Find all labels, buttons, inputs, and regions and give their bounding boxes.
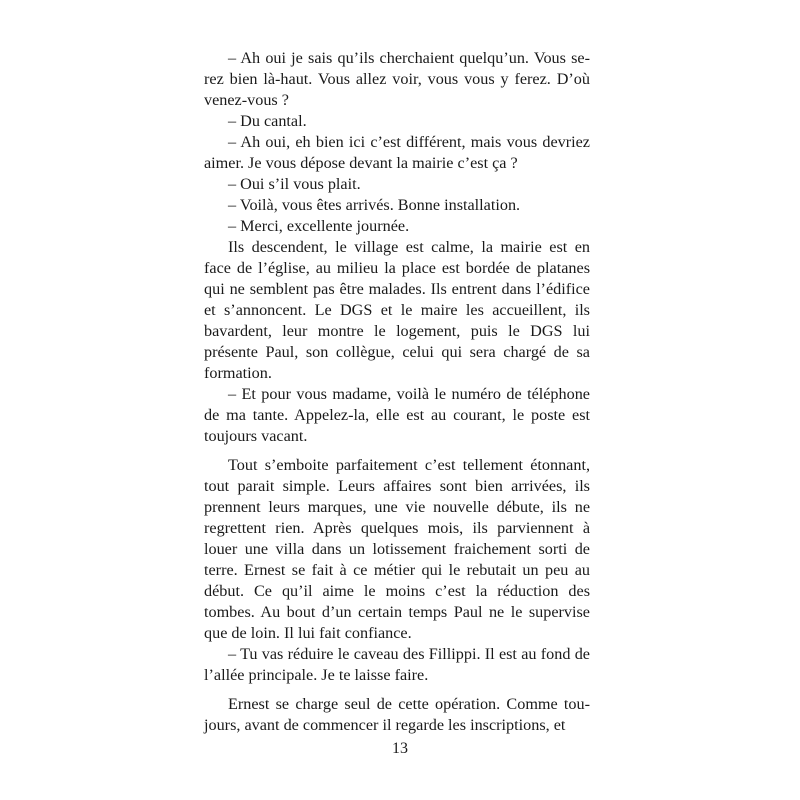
paragraph-4: – Oui s’il vous plait. [228,175,361,193]
paragraph-5: – Voilà, vous êtes arrivés. Bonne installation. [228,196,521,214]
paragraph-1: – Ah oui je sais qu’ils cherchaient quelqu’un. Vous serez bien là-haut. Vous allez voir, vous vous y ferez. D’où venez-vous ? [204,49,590,109]
page-number: 13 [392,740,408,757]
paragraph-9: Tout s’emboite parfaitement c’est tellement étonnant, tout parait simple. Leurs affaires sont bien arrivées, ils prennent leurs marques, une vie nouvelle débute, ils ne regrettent rien. Après quelques mois, ils parviennent à louer une villa dans un lotissement fraichement sorti de terre. Ernest se fait à ce métier qui le rebutait un peu au début. Ce qu’il aime le moins c’est la réduction des tombes. Au bout d’un certain temps Paul ne le supervise que de loin. Il lui fait confiance. [204,456,590,642]
paragraph-2: – Du cantal. [228,112,307,130]
paragraph-7: Ils descendent, le village est calme, la mairie est en face de l’église, au milieu la place est bordée de platanes qui ne semblent pas être malades. Ils entrent dans l’édifice et s’annoncent. Le DGS et le maire les accueillent, ils bavardent, leur montre le logement, puis le DGS lui présente Paul, son collègue, celui qui sera chargé de sa formation. [204,238,590,382]
body-text [204,48,590,736]
paragraph-11: Ernest se charge seul de cette opération. Comme toujours, avant de commencer il regarde les inscriptions, et [204,695,590,734]
paragraph-8: – Et pour vous madame, voilà le numéro de téléphone de ma tante. Appelez-la, elle est au courant, le poste est toujours vacant. [204,385,590,445]
paragraph-10: – Tu vas réduire le caveau des Fillippi. Il est au fond de l’allée principale. Je te laisse faire. [204,645,590,684]
paragraph-3: – Ah oui, eh bien ici c’est différent, mais vous devriez aimer. Je vous dépose devant la mairie c’est ça ? [204,133,590,172]
paragraph-6: – Merci, excellente journée. [228,217,410,235]
